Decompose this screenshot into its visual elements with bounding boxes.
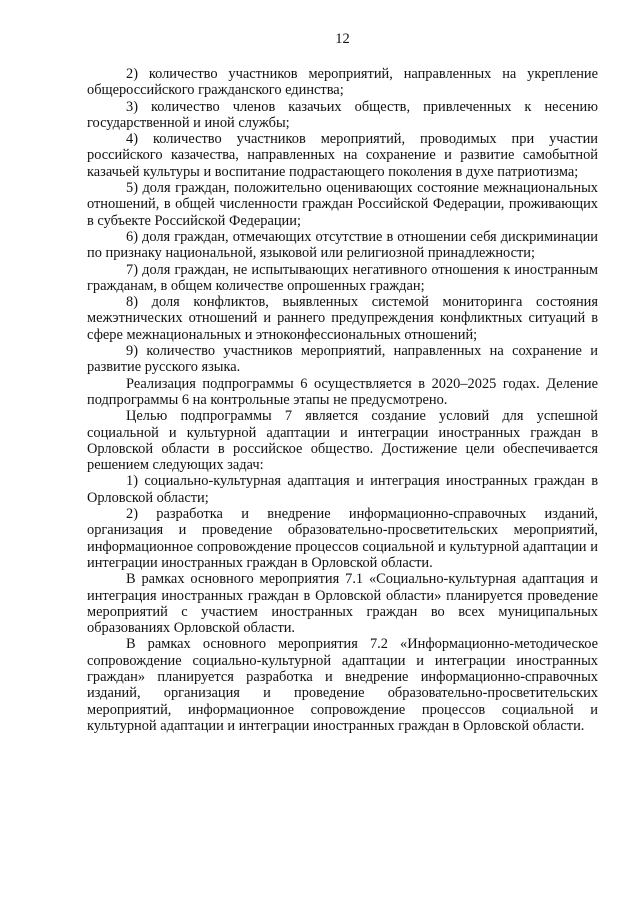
paragraph-indicator-8: 8) доля конфликтов, выявленных системой мониторинга состояния межэтнических отношений и раннего предупреждения конфликтных ситуаций в сфере межнациональных и этноконфессиональных отношений; <box>87 294 598 343</box>
paragraph-indicator-5: 5) доля граждан, положительно оценивающих состояние межнациональных отношений, в общей численности граждан Российской Федерации, проживающих в субъекте Российской Федерации; <box>87 180 598 229</box>
paragraph-measure-7-2: В рамках основного мероприятия 7.2 «Информационно-методическое сопровождение социально-культурной адаптации и интеграции иностранных граждан» планируется разработка и внедрение информационно-справочных изданий, организация и проведение образовательно-просветительских мероприятий, информационное сопровождение процессов социальной и культурной адаптации и интеграции иностранных граждан в Орловской области. <box>87 636 598 734</box>
paragraph-indicator-3: 3) количество членов казачьих обществ, привлеченных к несению государственной и иной службы; <box>87 98 598 131</box>
paragraph-indicator-4: 4) количество участников мероприятий, проводимых при участии российского казачества, направленных на сохранение и развитие самобытной казачьей культуры и воспитание подрастающего поколения в духе патриотизма; <box>87 131 598 180</box>
paragraph-indicator-2: 2) количество участников мероприятий, направленных на укрепление общероссийского гражданского единства; <box>87 66 598 99</box>
paragraph-subprogram-6-implementation: Реализация подпрограммы 6 осуществляется в 2020–2025 годах. Деление подпрограммы 6 на контрольные этапы не предусмотрено. <box>87 375 598 408</box>
paragraph-indicator-6: 6) доля граждан, отмечающих отсутствие в отношении себя дискриминации по признаку национальной, языковой или религиозной принадлежности; <box>87 228 598 262</box>
paragraph-measure-7-1: В рамках основного мероприятия 7.1 «Социально-культурная адаптация и интеграция иностранных граждан в Орловской области» планируется проведение мероприятий с участием иностранных граждан во всех муниципальных образованиях Орловской области. <box>87 571 598 637</box>
page-number: 12 <box>335 31 350 47</box>
paragraph-task-1: 1) социально-культурная адаптация и интеграция иностранных граждан в Орловской области; <box>87 473 598 506</box>
paragraph-indicator-7: 7) доля граждан, не испытывающих негативного отношения к иностранным гражданам, в общем количестве опрошенных граждан; <box>87 261 598 294</box>
paragraph-subprogram-7-goal: Целью подпрограммы 7 является создание условий для успешной социальной и культурной адаптации и интеграции иностранных граждан в Орловской области в российское общество. Достижение цели обеспечивается решением следующих задач: <box>87 408 598 474</box>
paragraph-task-2: 2) разработка и внедрение информационно-справочных изданий, организация и проведение образовательно-просветительских мероприятий, информационное сопровождение процессов социальной и культурной адаптации и интеграции иностранных граждан в Орловской области. <box>87 506 598 571</box>
paragraph-indicator-9: 9) количество участников мероприятий, направленных на сохранение и развитие русского языка. <box>87 343 598 376</box>
